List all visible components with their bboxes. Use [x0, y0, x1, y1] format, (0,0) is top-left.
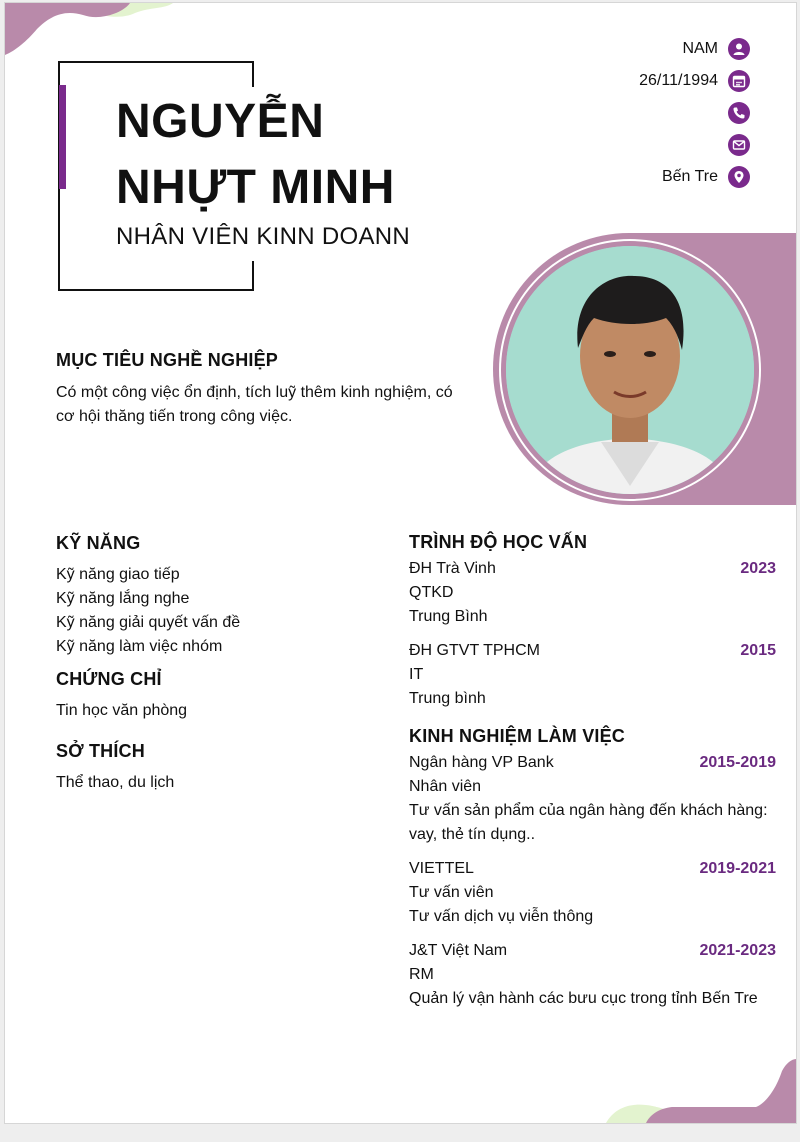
- experience-desc: Quản lý vận hành các bưu cục trong tỉnh Bến Tre: [409, 990, 758, 1007]
- education-entry: [409, 557, 496, 629]
- education-grade: Trung Bình: [409, 608, 488, 625]
- name-accent-bar: [59, 85, 66, 189]
- contact-gender: [450, 33, 750, 65]
- objective-heading: MỤC TIÊU NGHỀ NGHIỆP: [56, 350, 279, 370]
- objective-line-1: Có một công việc ổn định, tích luỹ thêm kinh nghiệm, có: [56, 384, 453, 401]
- name-line-2: NHỰT MINH: [116, 161, 395, 214]
- experience-desc: Tư vấn sản phẩm của ngân hàng đến khách hàng:: [409, 802, 768, 819]
- experience-role: Tư vấn viên: [409, 884, 494, 901]
- skill-item: Kỹ năng giải quyết vấn đề: [56, 614, 241, 631]
- experience-heading: KINH NGHIỆM LÀM VIỆC: [409, 726, 626, 746]
- contact-address: [450, 161, 750, 193]
- education-entry: [409, 639, 540, 711]
- education-grade: Trung bình: [409, 690, 486, 707]
- education-year: 2015: [740, 642, 776, 659]
- birthday-text: 26/11/1994: [639, 72, 718, 89]
- skill-item: Kỹ năng lắng nghe: [56, 590, 190, 607]
- contact-email: [450, 129, 750, 161]
- name-frame-bottom: [58, 261, 254, 291]
- experience-years: 2019-2021: [699, 860, 776, 877]
- certificates-heading: CHỨNG CHỈ: [56, 669, 162, 689]
- education-year: 2023: [740, 560, 776, 577]
- name-frame-top: [58, 61, 254, 89]
- location-icon: [728, 166, 750, 188]
- cv-page: [4, 2, 797, 1124]
- education-school: ĐH GTVT TPHCM: [409, 642, 540, 659]
- education-school: ĐH Trà Vinh: [409, 560, 496, 577]
- skill-item: Kỹ năng giao tiếp: [56, 566, 180, 583]
- profile-photo: [506, 246, 754, 494]
- gender-text: NAM: [682, 40, 718, 57]
- experience-desc: vay, thẻ tín dụng..: [409, 826, 536, 843]
- education-heading: TRÌNH ĐỘ HỌC VẤN: [409, 532, 588, 552]
- name-line-1: NGUYỄN: [116, 95, 325, 148]
- hobbies-text: Thể thao, du lịch: [56, 774, 175, 791]
- address-text: Bến Tre: [661, 168, 718, 185]
- contact-birthday: [450, 65, 750, 97]
- experience-role: RM: [409, 966, 434, 983]
- experience-company: J&T Việt Nam: [409, 942, 508, 959]
- certificate-item: Tin học văn phòng: [56, 702, 188, 719]
- job-title: NHÂN VIÊN KINN DOANN: [116, 223, 411, 250]
- objective-text: [56, 381, 453, 429]
- experience-years: 2021-2023: [699, 942, 776, 959]
- experience-desc: Tư vấn dịch vụ viễn thông: [409, 908, 594, 925]
- decorative-blob-top-left: [5, 3, 175, 63]
- skill-item: Kỹ năng làm việc nhóm: [56, 638, 223, 655]
- education-major: IT: [409, 666, 424, 683]
- decorative-blob-bottom-right: [606, 1059, 796, 1123]
- phone-icon: [728, 102, 750, 124]
- full-name: [116, 89, 446, 221]
- email-icon: [728, 134, 750, 156]
- experience-role: Nhân viên: [409, 778, 482, 795]
- education-major: QTKD: [409, 584, 454, 601]
- objective-line-2: cơ hội thăng tiến trong công việc.: [56, 408, 293, 425]
- skills-list: [56, 563, 240, 659]
- skills-heading: KỸ NĂNG: [56, 533, 141, 553]
- experience-entry: [409, 857, 593, 929]
- contact-phone: [450, 97, 750, 129]
- hobbies-heading: SỞ THÍCH: [56, 741, 145, 761]
- contact-info: [450, 33, 750, 193]
- experience-company: VIETTEL: [409, 860, 474, 877]
- calendar-icon: [728, 70, 750, 92]
- user-icon: [728, 38, 750, 60]
- experience-company: Ngân hàng VP Bank: [409, 754, 554, 771]
- experience-years: 2015-2019: [699, 754, 776, 771]
